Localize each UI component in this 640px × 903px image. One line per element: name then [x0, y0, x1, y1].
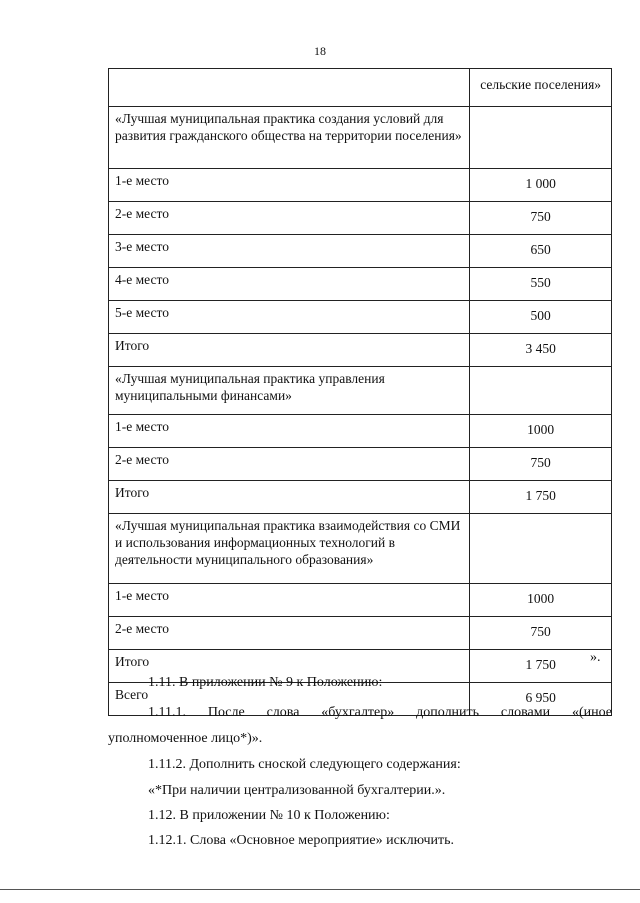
table-cell-value: 3 450: [470, 334, 612, 367]
table-cell-label: «Лучшая муниципальная практика управления муниципальными финансами»: [109, 367, 470, 415]
table-row-category: [109, 367, 612, 415]
table-cell-label: 1-е место: [109, 584, 470, 617]
paragraph-1-11: 1.11. В приложении № 9 к Положению:: [148, 675, 383, 690]
table-cell-value: [470, 107, 612, 169]
table-row: [109, 584, 612, 617]
paragraph-word: «бухгалтер»: [321, 705, 395, 720]
table-cell-value: 750: [470, 448, 612, 481]
table-header-value: сельские поселения»: [470, 69, 612, 107]
paragraph-1-11-1: [108, 705, 612, 721]
page-number: 18: [314, 44, 326, 58]
paragraph-word: слова: [266, 705, 300, 720]
table-row: [109, 617, 612, 650]
table-row-category: [109, 107, 612, 169]
table-row-total: [109, 481, 612, 514]
table-cell-label: 1-е место: [109, 169, 470, 202]
table-cell-label: 5-е место: [109, 301, 470, 334]
paragraph-word: дополнить: [416, 705, 480, 720]
table-cell-label: «Лучшая муниципальная практика создания условий для развития гражданского общества на территории поселения»: [109, 107, 470, 169]
table-cell-value: 500: [470, 301, 612, 334]
table-cell-value: 6 950: [470, 683, 612, 716]
table-cell-label: Итого: [109, 650, 470, 683]
table-row: [109, 448, 612, 481]
table-cell-value: 650: [470, 235, 612, 268]
table-cell-label: 2-е место: [109, 448, 470, 481]
table-row: [109, 202, 612, 235]
paragraph-footnote-text: «*При наличии централизованной бухгалтерии.».: [148, 783, 446, 798]
table-cell-value: 750: [470, 617, 612, 650]
table-cell-label: 4-е место: [109, 268, 470, 301]
table-cell-value: 1000: [470, 415, 612, 448]
table-row: [109, 301, 612, 334]
paragraph-1-12: 1.12. В приложении № 10 к Положению:: [148, 808, 390, 823]
table-header-row: [109, 69, 612, 107]
table-row: [109, 235, 612, 268]
table-cell-label: [109, 69, 470, 107]
table-cell-label: 1-е место: [109, 415, 470, 448]
paragraph-1-11-2: 1.11.2. Дополнить сноской следующего содержания:: [148, 757, 461, 772]
bottom-border-line: [0, 889, 640, 890]
table-cell-label: 2-е место: [109, 202, 470, 235]
table-cell-value: 1000: [470, 584, 612, 617]
paragraph-1-11-1-continuation: уполномоченное лицо*)».: [108, 731, 263, 746]
table-cell-label: 3-е место: [109, 235, 470, 268]
table-cell-value: 550: [470, 268, 612, 301]
table-row: [109, 415, 612, 448]
table-cell-value: 1 750: [470, 650, 612, 683]
table-cell-label: 2-е место: [109, 617, 470, 650]
table-cell-value: [470, 514, 612, 584]
table-row: [109, 169, 612, 202]
table-cell-value: 1 750: [470, 481, 612, 514]
table-cell-value: 750: [470, 202, 612, 235]
prize-fund-table: [108, 68, 612, 716]
paragraph-1-12-1: 1.12.1. Слова «Основное мероприятие» исключить.: [148, 833, 455, 848]
table-cell-label: Всего: [109, 683, 470, 716]
paragraph-word: словами: [500, 705, 551, 720]
table-cell-label: Итого: [109, 334, 470, 367]
closing-quote: ».: [590, 650, 601, 665]
table-cell-label: «Лучшая муниципальная практика взаимодействия со СМИ и использования информационных технологий в деятельности муниципального образования»: [109, 514, 470, 584]
paragraph-word: «(иное: [571, 705, 612, 720]
paragraph-word: 1.11.1.: [148, 705, 186, 720]
paragraph-word: После: [207, 705, 245, 720]
table-cell-value: 1 000: [470, 169, 612, 202]
table-row: [109, 268, 612, 301]
table-row-total: [109, 334, 612, 367]
table-row-category: [109, 514, 612, 584]
table-cell-value: [470, 367, 612, 415]
table-cell-label: Итого: [109, 481, 470, 514]
